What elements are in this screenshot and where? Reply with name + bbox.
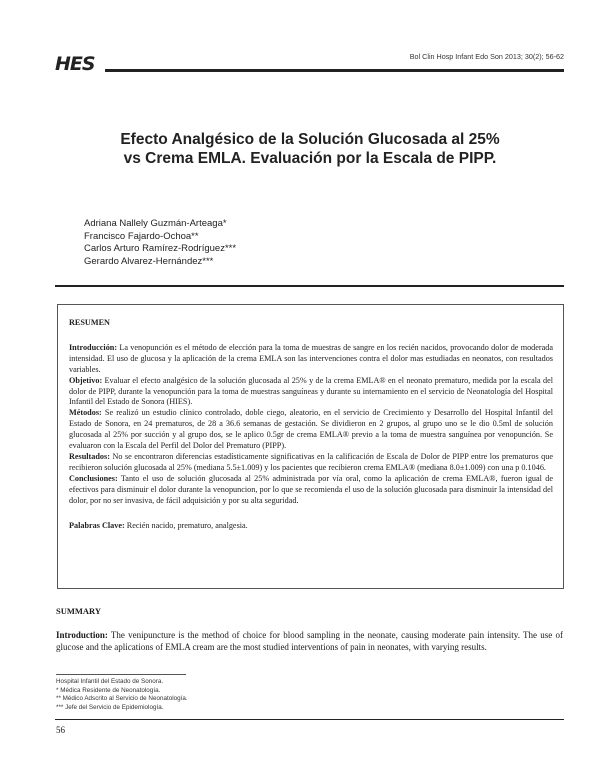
footnote: *** Jefe del Servicio de Epidemiología.: [56, 704, 164, 712]
footnote: Hospital Infantil del Estado de Sonora.: [56, 678, 164, 685]
header-rule: [105, 69, 564, 72]
journal-logo: HES: [55, 53, 95, 75]
author: Francisco Fajardo-Ochoa**: [84, 230, 199, 242]
title-line-2: vs Crema EMLA. Evaluación por la Escala de PIPP.: [123, 150, 497, 167]
resumen-heading: RESUMEN: [69, 318, 110, 327]
text: Evaluar el efecto analgésico de la solución glucosada al 25% y de la crema EMLA® en el neonato prematuro, medida por la escala del dolor de PIPP, durante la venopunción para la toma de muestras sanguíneas y durante su internamiento en el servicio de Neonatología del Hospital Infantil del Estado de Sonora (HIES).: [69, 375, 553, 407]
author-list: [84, 218, 236, 268]
label: Objetivo:: [69, 375, 103, 385]
summary-introduction: [56, 630, 563, 653]
label: Resultados:: [69, 451, 110, 461]
resumen-palabras-clave: [69, 521, 553, 532]
section-rule: [55, 285, 564, 287]
footnote-rule: [56, 674, 186, 675]
text: Se realizó un estudio clínico controlado, doble ciego, aleatorio, en el servicio de Crecimiento y Desarrollo del Hospital Infantil del Estado de Sonora, en 24 prematuros, de 28 a 36.6 semanas de gestación. Se dividieron en 2 grupos, al grupo uno se le dio 0.5ml de solución glucosada al 25% por succión y al grupo dos, se le aplico 0.5gr de crema EMLA® previo a la toma de muestra sanguínea por venopunción. Se evaluaron con la Escala del Perfil del Dolor del Prematuro (PIPP).: [69, 408, 553, 451]
text: The venipuncture is the method of choice for blood sampling in the neonate, causing moderate pain intensity. The use of glucose and the aplications of EMLA cream are the most studied interventions of pain in neonates, with varying results.: [56, 630, 563, 652]
text: No se encontraron diferencias estadísticamente significativas en la calificación de Escala de Dolor de PIPP entre los prematuros que recibieron solución glucosada al 25% (mediana 5.5±1.009) y los pacientes que recibieron crema EMLA® (mediana 8.0±1.009) con una p 0.1046.: [69, 451, 553, 472]
resumen-resultados: [69, 452, 553, 474]
author: Gerardo Alvarez-Hernández***: [84, 255, 214, 267]
resumen-objetivo: [69, 376, 553, 409]
footnotes: [56, 678, 188, 713]
abstract-content: [69, 318, 553, 531]
text: Recién nacido, prematuro, analgesia.: [124, 520, 248, 530]
footnote: ** Médico Adscrito al Servicio de Neonatología.: [56, 695, 188, 703]
label: Introduction:: [56, 630, 108, 640]
footnote: * Médica Residente de Neonatología.: [56, 686, 161, 694]
text: Tanto el uso de solución glucosada al 25% administrada por vía oral, como la aplicación de crema EMLA®, fueron igual de efectivos para disminuir el dolor durante la venopuncion, por lo que se recomienda el uso de la solución glucosada para disminuir la intensidad del dolor, por no ser invasiva, de fácil adquisición y por su alta seguridad.: [69, 473, 553, 505]
title-line-1: Efecto Analgésico de la Solución Glucosada al 25%: [120, 131, 500, 148]
resumen-conclusiones: [69, 474, 553, 507]
label: Conclusiones:: [69, 473, 118, 483]
footer-rule: [55, 719, 564, 720]
page-number: 56: [56, 725, 65, 735]
text: La venopunción es el método de elección para la toma de muestras de sangre en los recién nacidos, provocando dolor de moderada intensidad. El uso de glucosa y la aplicación de la crema EMLA son las intervenciones contra el dolor mas estudiadas en neonatos, con resultados variables.: [69, 342, 553, 374]
resumen-introduccion: [69, 343, 553, 376]
author: Adriana Nallely Guzmán-Arteaga*: [84, 218, 227, 229]
article-title: [60, 130, 560, 168]
label: Palabras Clave:: [69, 520, 125, 530]
summary-heading: SUMMARY: [56, 606, 102, 616]
author: Carlos Arturo Ramírez-Rodríguez***: [84, 243, 237, 254]
label: Métodos:: [69, 408, 102, 418]
label: Introducción:: [69, 342, 118, 352]
resumen-metodos: [69, 408, 553, 452]
journal-reference: Bol Clin Hosp Infant Edo Son 2013; 30(2); 56-62: [409, 52, 564, 61]
